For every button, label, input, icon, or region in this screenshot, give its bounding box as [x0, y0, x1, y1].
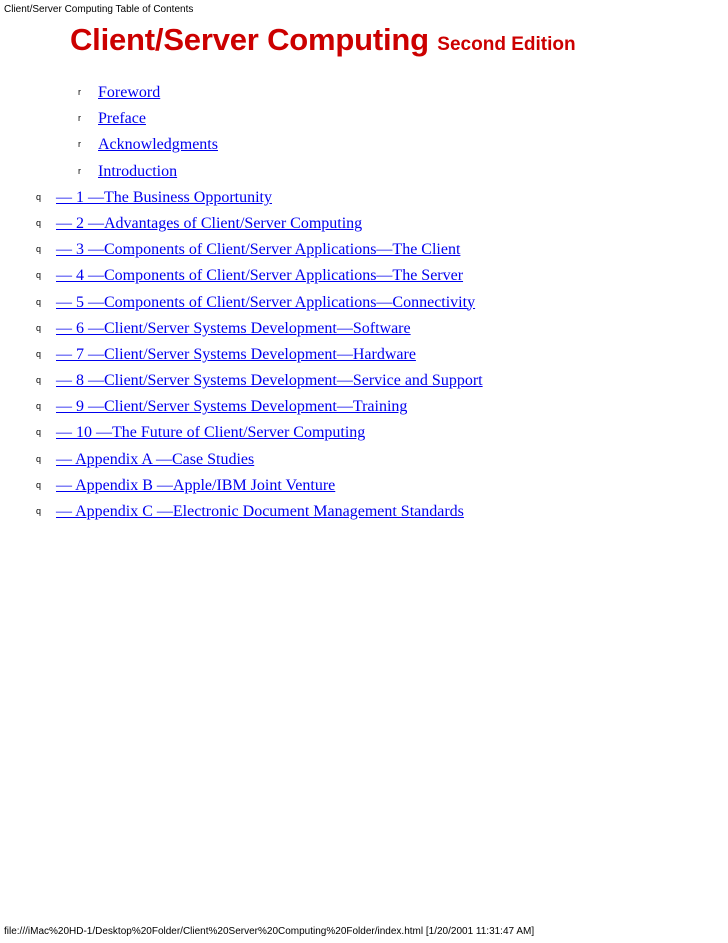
toc-item-chapter-3 — [0, 237, 728, 263]
toc-item-acknowledgments — [0, 132, 728, 158]
bullet-icon: r — [78, 139, 81, 150]
book-edition: Second Edition — [437, 34, 576, 55]
toc-link-chapter-2[interactable]: — 2 —Advantages of Client/Server Computing — [56, 214, 363, 232]
bullet-icon: q — [36, 270, 42, 281]
toc-link-chapter-5[interactable]: — 5 —Components of Client/Server Applications—Connectivity — [56, 293, 476, 311]
toc-item-chapter-5 — [0, 290, 728, 316]
bullet-icon: q — [36, 401, 42, 412]
toc-item-introduction — [0, 159, 728, 185]
toc-item-chapter-10 — [0, 420, 728, 446]
toc-item-chapter-9 — [0, 394, 728, 420]
toc-item-chapter-6 — [0, 316, 728, 342]
toc-link-chapter-4[interactable]: — 4 —Components of Client/Server Applications—The Server — [56, 267, 464, 285]
toc-item-foreword — [0, 80, 728, 106]
toc-link-chapter-6[interactable]: — 6 —Client/Server Systems Development—Software — [56, 319, 411, 337]
toc-link-chapter-10[interactable]: — 10 —The Future of Client/Server Computing — [56, 424, 366, 442]
bullet-icon: r — [78, 165, 81, 176]
bullet-icon: q — [36, 348, 42, 359]
bullet-icon: q — [36, 322, 42, 333]
bullet-icon: q — [36, 479, 42, 490]
page-header-title: Client/Server Computing Table of Contents — [4, 4, 194, 15]
toc-link-chapter-9[interactable]: — 9 —Client/Server Systems Development—Training — [56, 398, 408, 416]
bullet-icon: q — [36, 427, 42, 438]
toc-link-appendix-b[interactable]: — Appendix B —Apple/IBM Joint Venture — [56, 476, 336, 494]
bullet-icon: q — [36, 217, 42, 228]
bullet-icon: r — [78, 113, 81, 124]
toc-item-chapter-2 — [0, 211, 728, 237]
toc-item-appendix-c — [0, 499, 728, 525]
bullet-icon: q — [36, 191, 42, 202]
toc-link-chapter-3[interactable]: — 3 —Components of Client/Server Applications—The Client — [56, 241, 461, 259]
bullet-icon: r — [78, 87, 81, 97]
toc-item-chapter-4 — [0, 263, 728, 289]
bullet-icon: q — [36, 244, 42, 255]
bullet-icon: q — [36, 375, 42, 386]
toc-link-appendix-a[interactable]: — Appendix A —Case Studies — [56, 450, 255, 468]
toc-item-appendix-b — [0, 473, 728, 499]
toc-link-chapter-8[interactable]: — 8 —Client/Server Systems Development—Service and Support — [56, 372, 483, 390]
toc-item-chapter-8 — [0, 368, 728, 394]
toc-link-appendix-c[interactable]: — Appendix C —Electronic Document Management Standards — [56, 503, 464, 520]
bullet-icon: q — [36, 296, 42, 307]
table-of-contents — [0, 80, 728, 525]
toc-item-chapter-1 — [0, 185, 728, 211]
toc-link-foreword[interactable]: Foreword — [98, 84, 161, 101]
book-title: Client/Server Computing — [70, 22, 429, 57]
toc-link-acknowledgments[interactable]: Acknowledgments — [98, 136, 218, 154]
toc-item-appendix-a — [0, 447, 728, 473]
book-title-block — [70, 22, 576, 58]
page-footer-url: file:///iMac%20HD-1/Desktop%20Folder/Client%20Server%20Computing%20Folder/index.html [1/20/2001 11:31:47 AM] — [4, 926, 535, 937]
bullet-icon: q — [36, 453, 42, 464]
toc-link-preface[interactable]: Preface — [98, 110, 146, 128]
toc-item-chapter-7 — [0, 342, 728, 368]
toc-link-chapter-1[interactable]: — 1 —The Business Opportunity — [56, 188, 272, 206]
toc-item-preface — [0, 106, 728, 132]
toc-link-chapter-7[interactable]: — 7 —Client/Server Systems Development—Hardware — [56, 345, 416, 363]
bullet-icon: q — [36, 506, 42, 516]
toc-link-introduction[interactable]: Introduction — [98, 162, 178, 180]
